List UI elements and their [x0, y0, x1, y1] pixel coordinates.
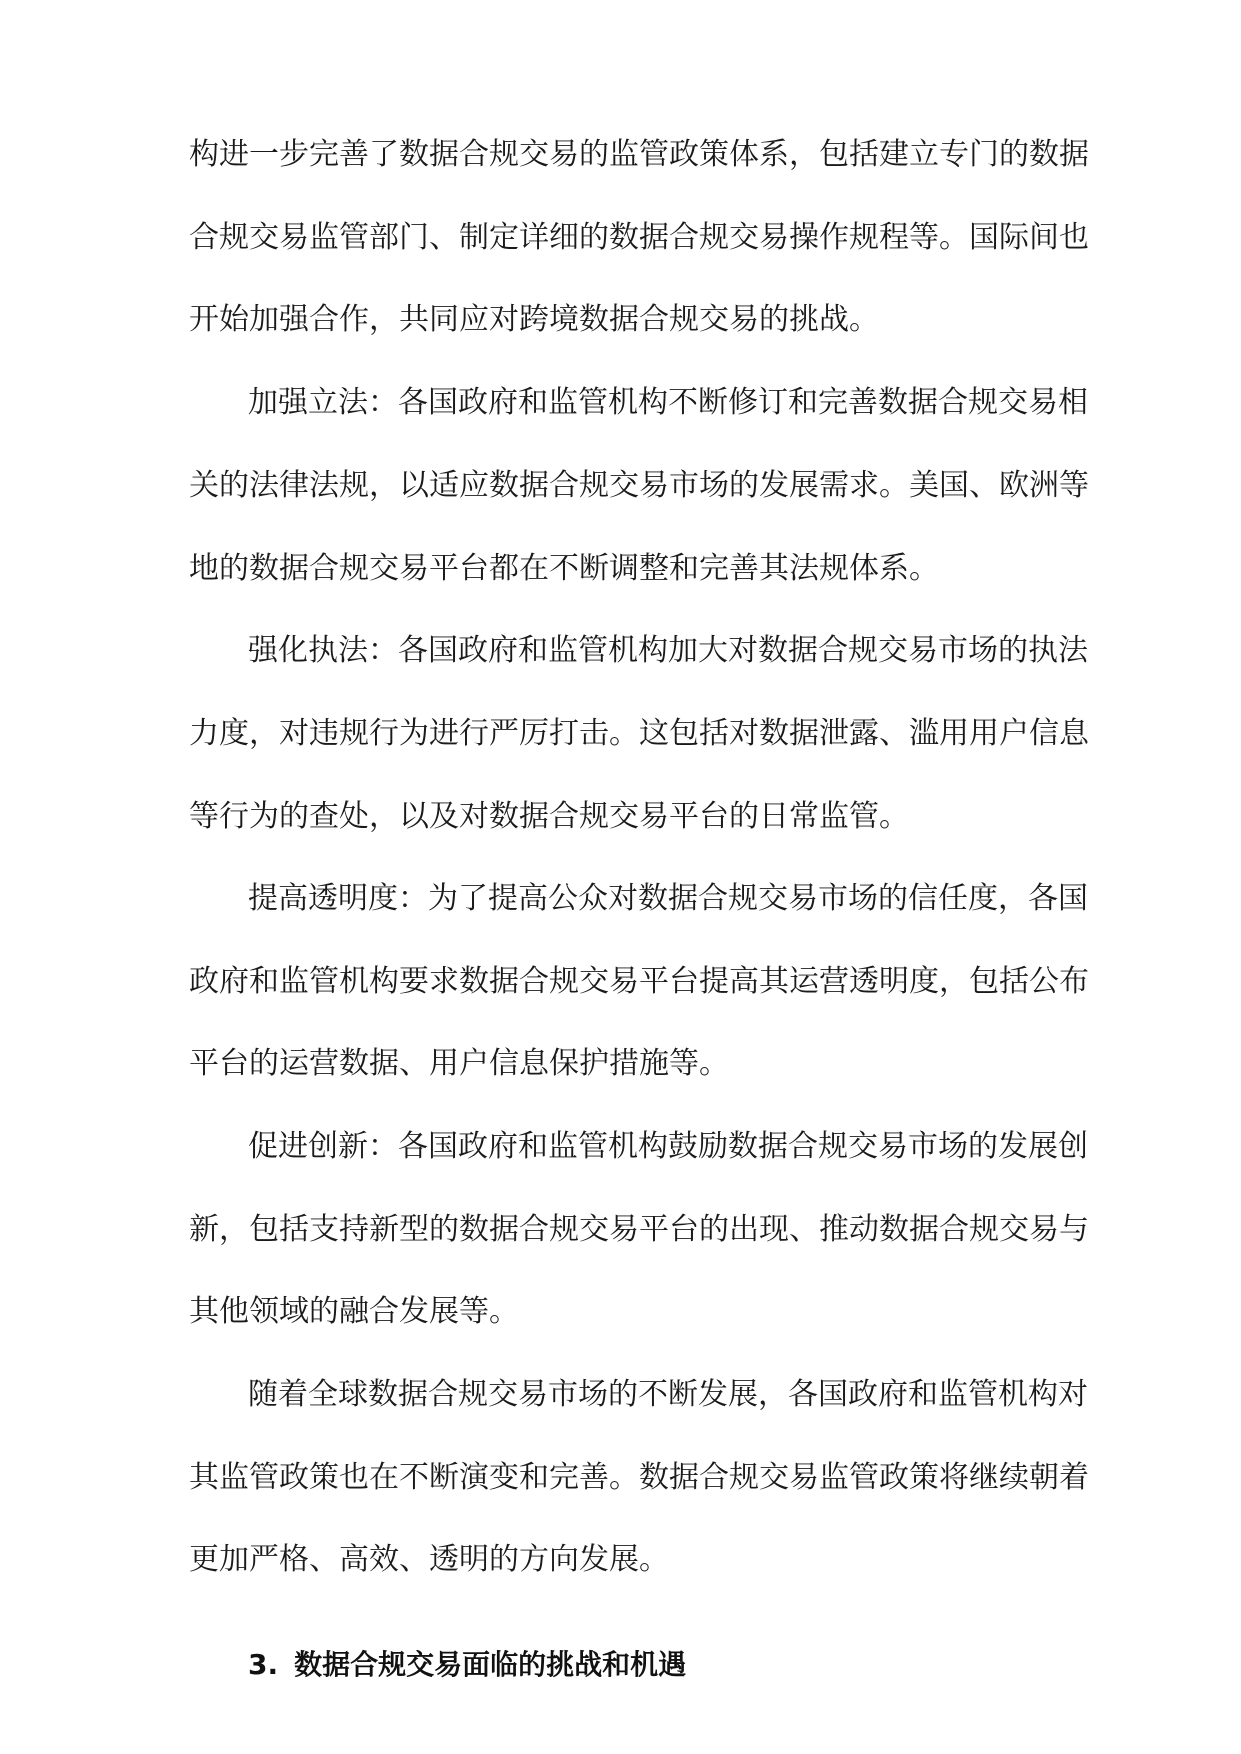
section-number: 3. — [248, 1648, 279, 1681]
paragraph-line: 强化执法：各国政府和监管机构加大对数据合规交易市场的执法 — [248, 633, 1088, 668]
paragraph-line: 关的法律法规，以适应数据合规交易市场的发展需求。美国、欧洲等 — [189, 468, 1089, 503]
paragraph-line: 地的数据合规交易平台都在不断调整和完善其法规体系。 — [189, 551, 939, 586]
paragraph-line: 构进一步完善了数据合规交易的监管政策体系，包括建立专门的数据 — [189, 137, 1089, 172]
paragraph-line: 等行为的查处，以及对数据合规交易平台的日常监管。 — [189, 799, 909, 834]
section-title: 数据合规交易面临的挑战和机遇 — [294, 1648, 687, 1681]
paragraph-line: 促进创新：各国政府和监管机构鼓励数据合规交易市场的发展创 — [248, 1129, 1088, 1164]
paragraph-line: 平台的运营数据、用户信息保护措施等。 — [189, 1046, 729, 1081]
paragraph-line: 新，包括支持新型的数据合规交易平台的出现、推动数据合规交易与 — [189, 1212, 1089, 1247]
paragraph-line: 其监管政策也在不断演变和完善。数据合规交易监管政策将继续朝着 — [189, 1460, 1089, 1495]
paragraph-line: 力度，对违规行为进行严厉打击。这包括对数据泄露、滥用用户信息 — [189, 716, 1089, 751]
paragraph-line: 更加严格、高效、透明的方向发展。 — [189, 1542, 669, 1577]
paragraph-line: 开始加强合作，共同应对跨境数据合规交易的挑战。 — [189, 302, 879, 337]
paragraph-line: 其他领域的融合发展等。 — [189, 1294, 519, 1329]
section-heading — [248, 1645, 686, 1685]
paragraph-line: 政府和监管机构要求数据合规交易平台提高其运营透明度，包括公布 — [189, 964, 1089, 999]
paragraph-line: 随着全球数据合规交易市场的不断发展，各国政府和监管机构对 — [248, 1377, 1088, 1412]
paragraph-line: 合规交易监管部门、制定详细的数据合规交易操作规程等。国际间也 — [189, 220, 1089, 255]
paragraph-line: 提高透明度：为了提高公众对数据合规交易市场的信任度，各国 — [248, 881, 1088, 916]
paragraph-line: 加强立法：各国政府和监管机构不断修订和完善数据合规交易相 — [248, 385, 1088, 420]
